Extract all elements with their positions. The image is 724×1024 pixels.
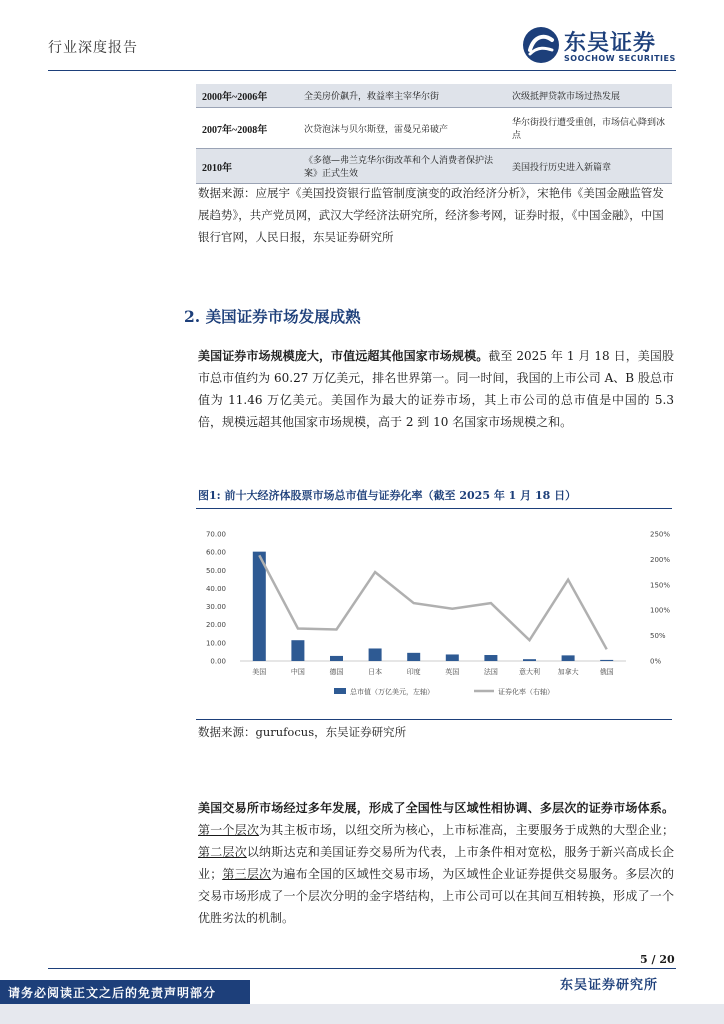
bar-market-cap (446, 654, 459, 661)
right-tick-label: 100% (650, 606, 671, 615)
right-tick-label: 200% (650, 555, 671, 564)
table-row (196, 108, 672, 149)
right-tick-label: 250% (650, 530, 671, 539)
legend-bar-label: 总市值（万亿美元，左轴） (350, 688, 434, 696)
category-label: 意大利 (519, 668, 540, 676)
logo-mark-icon (522, 26, 560, 64)
paragraph-lead: 美国交易所市场经过多年发展，形成了全国性与区域性相协调、多层次的证券市场体系。 (198, 801, 674, 815)
tier-2-text: 以纳斯达克和美国证券交易所为代表，上市条件相对宽松，服务于新兴高成长企业； (198, 845, 674, 881)
legend-bar-swatch (334, 688, 346, 694)
left-tick-label: 10.00 (205, 639, 226, 648)
left-tick-label: 50.00 (205, 566, 226, 575)
paragraph-exchange-tiers (198, 797, 674, 929)
legend-line-label: 证券化率（右轴） (498, 688, 554, 696)
period-cell: 2000年~2006年 (196, 84, 298, 108)
disclaimer-bar (0, 980, 250, 1004)
figure-bottom-rule (196, 719, 672, 720)
category-label: 德国 (329, 668, 344, 676)
bar-market-cap (407, 653, 420, 661)
event-cell: 《多德—弗兰克华尔街改革和个人消费者保护法案》正式生效 (298, 149, 506, 184)
category-label: 日本 (368, 668, 383, 676)
tier-1-label: 第一个层次 (198, 823, 260, 837)
tier-3-label: 第三层次 (222, 867, 272, 881)
tier-1-text: 为其主板市场，以纽交所为核心，上市标准高，主要服务于成熟的大型企业； (259, 823, 674, 837)
impact-cell: 次级抵押贷款市场过热发展 (506, 84, 672, 108)
category-label: 中国 (290, 668, 305, 676)
impact-cell: 华尔街投行遭受重创，市场信心降到冰点 (506, 108, 672, 149)
line-securitization-rate (259, 555, 606, 649)
page-number: 5 / 20 (640, 953, 675, 966)
footer-rule (48, 968, 676, 969)
footer-institute: 东吴证券研究所 (560, 978, 659, 993)
tier-3-text: 为遍布全国的区域性交易市场，为区域性企业证券提供交易服务。多层次的交易市场形成了一个层次分明的金字塔结构，上市公司可以在其间互相转换，形成了一个优胜劣汰的机制。 (198, 867, 674, 925)
left-tick-label: 20.00 (205, 621, 226, 630)
bar-market-cap (330, 656, 343, 661)
left-tick-label: 70.00 (205, 530, 226, 539)
right-tick-label: 0% (650, 657, 662, 666)
brand-logo (522, 26, 682, 66)
category-label: 俄国 (599, 668, 614, 676)
period-cell: 2007年~2008年 (196, 108, 298, 149)
tier-2-label: 第二层次 (198, 845, 247, 859)
footer-band (0, 1004, 724, 1024)
period-cell: 2010年 (196, 149, 298, 184)
category-label: 英国 (445, 668, 460, 676)
category-label: 美国 (252, 668, 267, 676)
right-tick-label: 150% (650, 581, 671, 590)
report-type: 行业深度报告 (48, 40, 138, 56)
left-tick-label: 30.00 (205, 603, 226, 612)
bar-market-cap (562, 655, 575, 661)
bar-market-cap (600, 660, 613, 661)
event-cell: 次贷泡沫与贝尔斯登，雷曼兄弟破产 (298, 108, 506, 149)
table-source-note: 数据来源：应展宇《美国投资银行监管制度演变的政治经济分析》，宋艳伟《美国金融监管发展趋势》，共产党员网，武汉大学经济法研究所，经济参考网，证券时报，《中国金融》，中国银行官网，人民日报，东吴证券研究所 (198, 186, 664, 244)
chart-source-note: 数据来源：gurufocus，东吴证券研究所 (198, 725, 407, 739)
paragraph-body: 截至 2025 年 1 月 18 日，美国股市总市值约为 60.27 万亿美元，排名世界第一。同一时间，我国的上市公司 A、B 股总市值为 11.46 万亿美元。美国作为最大的证券市场，其上市公司的总市值是中国的 5.3 倍，规模远超其他国家市场规模，高于 2 到 10 名国家市场规模之和。 (198, 349, 674, 429)
left-tick-label: 60.00 (205, 548, 226, 557)
bar-market-cap (291, 640, 304, 661)
history-table (196, 84, 672, 184)
brand-name-en: SOOCHOW SECURITIES (564, 54, 676, 63)
category-label: 加拿大 (557, 668, 579, 676)
table-row (196, 84, 672, 108)
disclaimer-text: 请务必阅读正文之后的免责声明部分 (8, 986, 217, 1000)
bar-market-cap (523, 659, 536, 661)
market-cap-chart (196, 516, 672, 716)
section-title: 2. 美国证券市场发展成熟 (184, 307, 361, 326)
bar-market-cap (369, 648, 382, 661)
category-label: 法国 (483, 668, 498, 676)
brand-name-cn: 东吴证券 (564, 31, 657, 56)
right-tick-label: 50% (650, 632, 666, 641)
impact-cell: 美国投行历史进入新篇章 (506, 149, 672, 184)
event-cell: 全美房价飙升，救益率主宰华尔街 (298, 84, 506, 108)
paragraph-lead: 美国证券市场规模庞大，市值远超其他国家市场规模。 (198, 349, 489, 363)
left-tick-label: 0.00 (210, 657, 226, 666)
header-rule (48, 70, 676, 71)
figure-title: 图1: 前十大经济体股票市场总市值与证券化率（截至 2025 年 1 月 18 日） (198, 489, 577, 502)
paragraph-market-size (198, 345, 674, 433)
bar-market-cap (484, 655, 497, 661)
category-label: 印度 (406, 668, 421, 676)
left-tick-label: 40.00 (205, 584, 226, 593)
figure-top-rule (196, 508, 672, 509)
bar-market-cap (253, 552, 266, 661)
table-row (196, 149, 672, 184)
